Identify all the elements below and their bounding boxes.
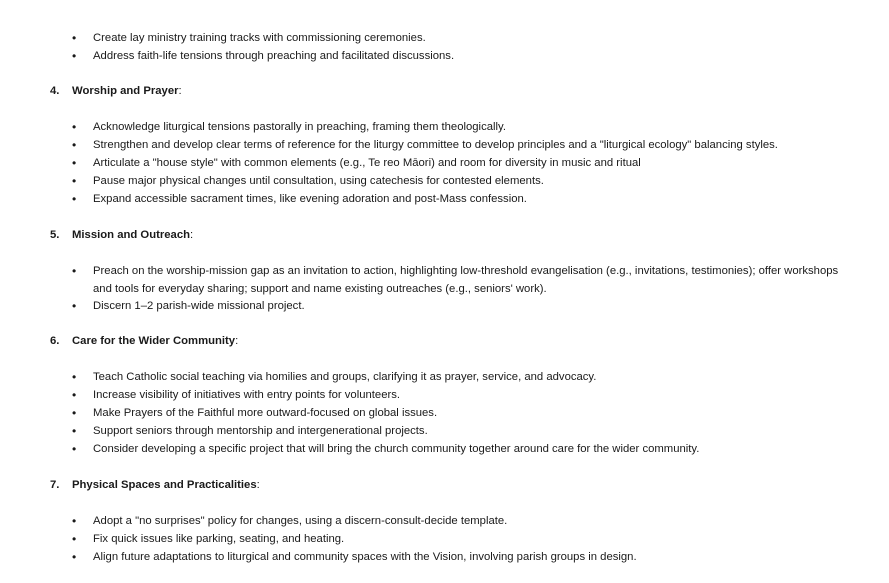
list-item: • Fix quick issues like parking, seating, and heating.	[93, 530, 869, 548]
heading-colon: :	[178, 85, 182, 97]
section-title: Mission and Outreach	[72, 229, 191, 241]
section-heading-spaces	[50, 476, 260, 494]
list-item: • Expand accessible sacrament times, like evening adoration and post-Mass confession.	[93, 190, 869, 208]
list-item: • Preach on the worship-mission gap as an invitation to action, highlighting low-threshold evangelisation (e.g., invitations, testimonies); offer workshops and tools for everyday sharing; support and name existing outreaches (e.g., seniors' work).	[93, 262, 853, 298]
list-item: • Create lay ministry training tracks with commissioning ceremonies.	[93, 29, 869, 47]
section-title: Worship and Prayer	[72, 85, 179, 97]
list-item: • Adopt a "no surprises" policy for changes, using a discern-consult-decide template.	[93, 512, 869, 530]
section-heading-worship	[50, 82, 182, 100]
heading-colon: :	[190, 229, 194, 241]
heading-colon: :	[256, 479, 260, 491]
list-item: • Teach Catholic social teaching via homilies and groups, clarifying it as prayer, service, and advocacy.	[93, 368, 869, 386]
list-item: • Strengthen and develop clear terms of reference for the liturgy committee to develop principles and a "liturgical ecology" balancing styles.	[93, 136, 869, 154]
list-item: • Acknowledge liturgical tensions pastorally in preaching, framing them theologically.	[93, 118, 869, 136]
section-heading-care	[50, 332, 238, 350]
section-title: Care for the Wider Community	[72, 335, 236, 347]
section-number: 6.	[50, 335, 60, 347]
section-title: Physical Spaces and Practicalities	[72, 479, 257, 491]
section-number: 4.	[50, 85, 60, 97]
list-item: • Address faith-life tensions through preaching and facilitated discussions.	[93, 47, 869, 65]
list-item: • Make Prayers of the Faithful more outward-focused on global issues.	[93, 404, 869, 422]
list-item: • Align future adaptations to liturgical and community spaces with the Vision, involving parish groups in design.	[93, 548, 869, 566]
list-item: • Discern 1–2 parish-wide missional project.	[93, 297, 869, 315]
section-number: 5.	[50, 229, 60, 241]
list-item: • Increase visibility of initiatives with entry points for volunteers.	[93, 386, 869, 404]
section-number: 7.	[50, 479, 60, 491]
heading-colon: :	[235, 335, 239, 347]
list-item: • Articulate a "house style" with common elements (e.g., Te reo Māori) and room for diversity in music and ritual	[93, 154, 869, 172]
list-item: • Support seniors through mentorship and intergenerational projects.	[93, 422, 869, 440]
list-item: • Pause major physical changes until consultation, using catechesis for contested elements.	[93, 172, 869, 190]
list-item: • Consider developing a specific project that will bring the church community together around care for the wider community.	[93, 440, 869, 458]
section-heading-mission	[50, 226, 193, 244]
